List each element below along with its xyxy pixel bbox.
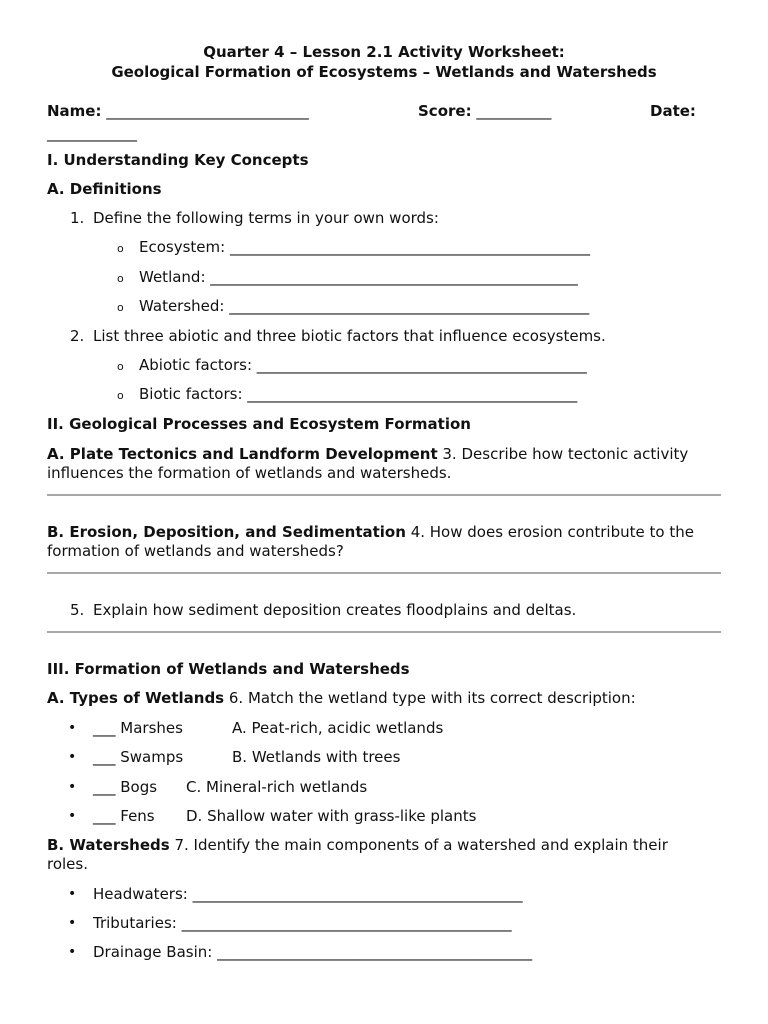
name-field — [47, 102, 309, 120]
wetland-definition-line: Wetland: _________________________________________________ — [139, 268, 578, 286]
q7-text: 7. Identify the main components of a watershed and explain their — [169, 836, 668, 854]
q3-text: 3. Describe how tectonic activity — [437, 445, 689, 463]
q4-line2: formation of wetlands and watersheds? — [47, 542, 344, 560]
tributaries-line: Tributaries: ____________________________________________ — [93, 914, 512, 932]
list-bullet: o — [117, 301, 124, 314]
section2-heading: II. Geological Processes and Ecosystem Formation — [47, 415, 471, 433]
answer-rule — [47, 494, 721, 496]
worksheet-title-line2: Geological Formation of Ecosystems – Wetlands and Watersheds — [111, 63, 657, 81]
match-desc-a: A. Peat-rich, acidic wetlands — [232, 719, 444, 737]
list-bullet: • — [68, 886, 77, 902]
list-bullet: • — [68, 720, 77, 736]
q6-text: 6. Match the wetland type with its correct description: — [224, 689, 636, 707]
headwaters-line: Headwaters: ____________________________________________ — [93, 885, 523, 903]
section2-b-heading: B. Erosion, Deposition, and Sedimentation — [47, 523, 406, 541]
list-bullet: • — [68, 944, 77, 960]
q4-text: 4. How does erosion contribute to the — [405, 523, 694, 541]
q1-number: 1. — [70, 209, 85, 227]
q5-text: Explain how sediment deposition creates floodplains and deltas. — [93, 601, 577, 619]
watershed-definition-line: Watershed: ________________________________________________ — [139, 297, 590, 315]
section1-heading: I. Understanding Key Concepts — [47, 151, 309, 169]
answer-rule — [47, 631, 721, 633]
name-label: Name: — [47, 102, 102, 120]
name-blank: ___________________________ — [106, 102, 309, 120]
q2-text: List three abiotic and three biotic factors that influence ecosystems. — [93, 327, 606, 345]
list-bullet: o — [117, 389, 124, 402]
ecosystem-definition-line: Ecosystem: ________________________________________________ — [139, 238, 590, 256]
list-bullet: o — [117, 272, 124, 285]
match-term-swamps: ___ Swamps — [93, 748, 184, 766]
drainage-basin-line: Drainage Basin: __________________________________________ — [93, 943, 533, 961]
list-bullet: o — [117, 242, 124, 255]
match-term-bogs: ___ Bogs — [93, 778, 158, 796]
q3-line2: influences the formation of wetlands and watersheds. — [47, 464, 452, 482]
list-bullet: o — [117, 360, 124, 373]
date-blank: ____________ — [47, 124, 137, 142]
q2-number: 2. — [70, 327, 85, 345]
q6-line — [47, 689, 636, 707]
section3-heading: III. Formation of Wetlands and Watersheds — [47, 660, 410, 678]
section1-a-heading: A. Definitions — [47, 180, 162, 198]
list-bullet: • — [68, 779, 77, 795]
worksheet-title-line1: Quarter 4 – Lesson 2.1 Activity Worksheet: — [203, 43, 565, 61]
date-label: Date: — [650, 102, 696, 120]
match-desc-c: C. Mineral-rich wetlands — [186, 778, 368, 796]
q3-line1 — [47, 445, 688, 463]
match-desc-b: B. Wetlands with trees — [232, 748, 401, 766]
match-desc-d: D. Shallow water with grass-like plants — [186, 807, 477, 825]
q4-line1 — [47, 523, 694, 541]
answer-rule — [47, 572, 721, 574]
biotic-factors-line: Biotic factors: ____________________________________________ — [139, 385, 578, 403]
q5-number: 5. — [70, 601, 85, 619]
section3-b-heading: B. Watersheds — [47, 836, 170, 854]
list-bullet: • — [68, 749, 77, 765]
score-label: Score: — [418, 102, 472, 120]
score-field — [418, 102, 551, 120]
q1-text: Define the following terms in your own words: — [93, 209, 439, 227]
match-term-fens: ___ Fens — [93, 807, 155, 825]
abiotic-factors-line: Abiotic factors: ____________________________________________ — [139, 356, 587, 374]
list-bullet: • — [68, 808, 77, 824]
q7-line1 — [47, 836, 668, 854]
section3-a-heading: A. Types of Wetlands — [47, 689, 225, 707]
q7-line2: roles. — [47, 855, 88, 873]
match-term-marshes: ___ Marshes — [93, 719, 183, 737]
section2-a-heading: A. Plate Tectonics and Landform Development — [47, 445, 438, 463]
list-bullet: • — [68, 915, 77, 931]
score-blank: __________ — [476, 102, 552, 120]
